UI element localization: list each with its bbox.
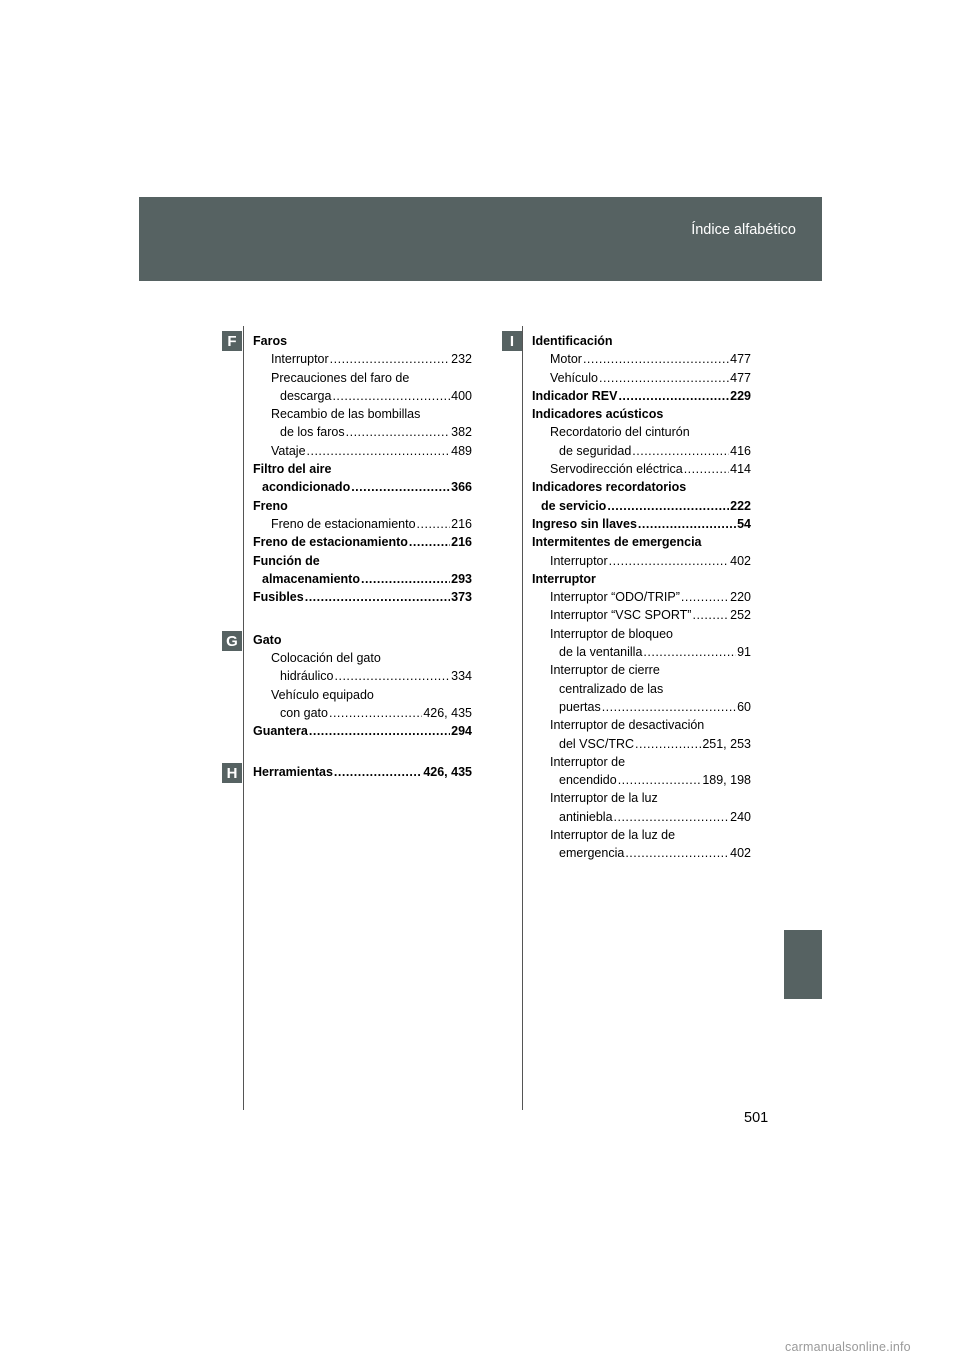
- index-entry: puertas ..... 60: [532, 698, 751, 716]
- letter-marker-g: G: [222, 631, 242, 651]
- left-column-rule: [243, 326, 244, 1110]
- index-entry: hidráulico ..... 334: [253, 667, 472, 685]
- index-entry: Interruptor ..... 232: [253, 350, 472, 368]
- header-title: Índice alfabético: [691, 222, 796, 238]
- index-entry: Indicadores acústicos: [532, 407, 664, 422]
- index-entry: almacenamiento ..... 293: [253, 570, 472, 588]
- index-entry: Interruptor de cierre: [550, 663, 660, 678]
- index-entry: Filtro del aire: [253, 462, 332, 477]
- right-column-rule: [522, 326, 523, 1110]
- index-entry: Ingreso sin llaves ..... 54: [532, 515, 751, 533]
- index-entry: Interruptor de: [550, 754, 626, 769]
- page-header-band: [139, 197, 822, 281]
- section-side-tab: [784, 930, 822, 999]
- index-entry: Fusibles ..... 373: [253, 588, 472, 606]
- page-number: 501: [744, 1110, 769, 1126]
- index-entry: Vehículo ..... 477: [532, 369, 751, 387]
- index-entry: Guantera ..... 294: [253, 722, 472, 740]
- index-entry: Freno de estacionamiento ..... 216: [253, 533, 472, 551]
- index-entry: Recordatorio del cinturón: [550, 425, 690, 440]
- index-entry: emergencia ..... 402: [532, 844, 751, 862]
- index-entry: Servodirección eléctrica ..... 414: [532, 460, 751, 478]
- index-entry: Función de: [253, 553, 320, 568]
- index-entry: Herramientas ..... 426, 435: [253, 763, 472, 781]
- index-entry: Colocación del gato: [271, 651, 381, 666]
- index-entry: Intermitentes de emergencia: [532, 535, 702, 550]
- index-entry: Interruptor: [532, 571, 596, 586]
- index-entry: Vehículo equipado: [271, 687, 374, 702]
- index-entry: centralizado de las: [559, 681, 664, 696]
- index-entry: de la ventanilla ..... 91: [532, 643, 751, 661]
- index-entry: Precauciones del faro de: [271, 370, 410, 385]
- index-entry: de servicio ..... 222: [532, 497, 751, 515]
- index-entry: Indicadores recordatorios: [532, 480, 687, 495]
- index-entry: Interruptor de la luz de: [550, 828, 676, 843]
- index-entry: Identificación: [532, 334, 613, 348]
- index-entry: Interruptor de desactivación: [550, 718, 705, 733]
- index-entry: antiniebla ..... 240: [532, 808, 751, 826]
- index-entry: Freno: [253, 498, 288, 513]
- watermark: carmanualsonline.info: [785, 1340, 911, 1354]
- index-entry: del VSC/TRC ..... 251, 253: [532, 735, 751, 753]
- letter-marker-h: H: [222, 763, 242, 783]
- index-entry: Interruptor de la luz: [550, 791, 658, 806]
- letter-marker-i: I: [502, 331, 522, 351]
- index-entry: Interruptor ..... 402: [532, 552, 751, 570]
- index-entry: Motor ..... 477: [532, 350, 751, 368]
- index-entry: Interruptor “ODO/TRIP” ..... 220: [532, 588, 751, 606]
- index-entry: Freno de estacionamiento ..... 216: [253, 515, 472, 533]
- index-entry: Faros: [253, 334, 288, 348]
- left-index-column: [253, 332, 472, 781]
- index-entry: encendido ..... 189, 198: [532, 771, 751, 789]
- index-entry: Interruptor “VSC SPORT” ..... 252: [532, 606, 751, 624]
- index-entry: acondicionado ..... 366: [253, 478, 472, 496]
- index-entry: Recambio de las bombillas: [271, 407, 421, 422]
- index-entry: de seguridad ..... 416: [532, 442, 751, 460]
- index-entry: con gato ..... 426, 435: [253, 704, 472, 722]
- right-index-column: [532, 332, 751, 863]
- index-entry: de los faros ..... 382: [253, 423, 472, 441]
- letter-marker-f: F: [222, 331, 242, 351]
- index-entry: descarga ..... 400: [253, 387, 472, 405]
- index-entry: Vataje ..... 489: [253, 442, 472, 460]
- index-entry: Indicador REV ..... 229: [532, 387, 751, 405]
- index-entry: Interruptor de bloqueo: [550, 626, 674, 641]
- index-entry: Gato: [253, 632, 282, 647]
